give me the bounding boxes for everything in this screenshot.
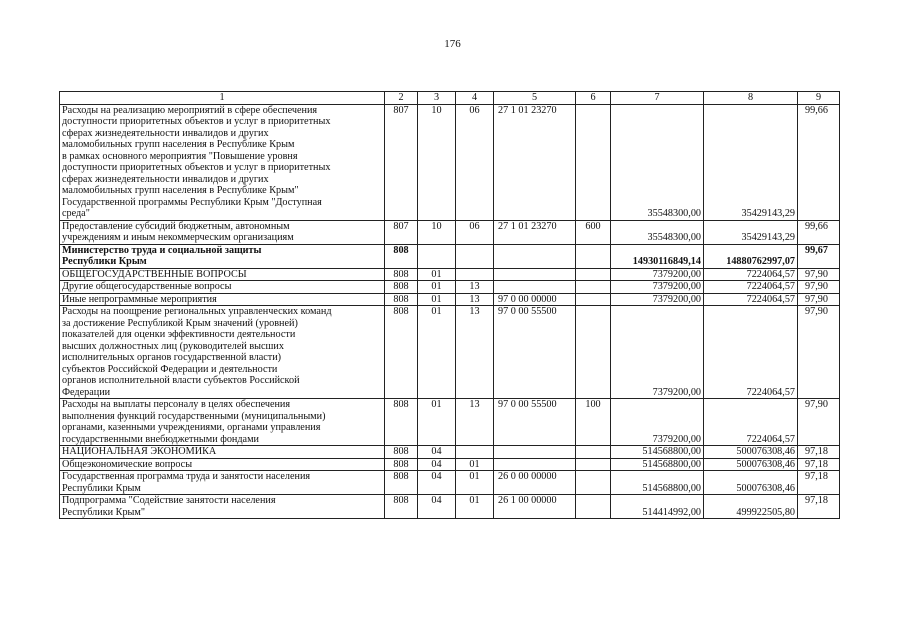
section-code <box>418 244 456 268</box>
target-article-code: 27 1 01 23270 <box>494 104 576 220</box>
execution-percent: 97,90 <box>798 281 840 294</box>
section-code: 01 <box>418 281 456 294</box>
row-name: Другие общегосударственные вопросы <box>60 281 385 294</box>
section-code: 04 <box>418 458 456 471</box>
execution-percent: 97,18 <box>798 495 840 519</box>
table-row <box>60 446 840 459</box>
expense-type-code <box>576 268 611 281</box>
actual-amount: 7224064,57 <box>704 293 798 306</box>
table-body <box>60 92 840 519</box>
subsection-code: 06 <box>456 220 494 244</box>
table-row <box>60 293 840 306</box>
table-row <box>60 244 840 268</box>
column-header: 7 <box>611 92 704 105</box>
ministry-code: 808 <box>385 268 418 281</box>
expense-type-code <box>576 104 611 220</box>
actual-amount: 500076308,46 <box>704 458 798 471</box>
row-name: Министерство труда и социальной защиты Республики Крым <box>60 244 385 268</box>
column-header: 1 <box>60 92 385 105</box>
target-article-code: 97 0 00 55500 <box>494 306 576 399</box>
target-article-code: 26 0 00 00000 <box>494 471 576 495</box>
table-row <box>60 281 840 294</box>
table-row <box>60 104 840 220</box>
ministry-code: 808 <box>385 446 418 459</box>
table-row <box>60 399 840 446</box>
actual-amount: 35429143,29 <box>704 104 798 220</box>
row-name: Иные непрограммные мероприятия <box>60 293 385 306</box>
expense-type-code <box>576 446 611 459</box>
actual-amount: 7224064,57 <box>704 399 798 446</box>
ministry-code: 808 <box>385 458 418 471</box>
expense-type-code <box>576 293 611 306</box>
subsection-code: 13 <box>456 399 494 446</box>
row-name: Общеэкономические вопросы <box>60 458 385 471</box>
ministry-code: 808 <box>385 281 418 294</box>
execution-percent: 97,90 <box>798 268 840 281</box>
actual-amount: 499922505,80 <box>704 495 798 519</box>
actual-amount: 14880762997,07 <box>704 244 798 268</box>
execution-percent: 97,90 <box>798 306 840 399</box>
column-header: 4 <box>456 92 494 105</box>
row-name: ОБЩЕГОСУДАРСТВЕННЫЕ ВОПРОСЫ <box>60 268 385 281</box>
actual-amount: 500076308,46 <box>704 471 798 495</box>
subsection-code <box>456 244 494 268</box>
expense-type-code <box>576 495 611 519</box>
ministry-code: 807 <box>385 104 418 220</box>
planned-amount: 7379200,00 <box>611 268 704 281</box>
table-row <box>60 268 840 281</box>
ministry-code: 808 <box>385 244 418 268</box>
table-header-row <box>60 92 840 105</box>
actual-amount: 7224064,57 <box>704 268 798 281</box>
table-row <box>60 471 840 495</box>
subsection-code: 01 <box>456 471 494 495</box>
expense-type-code <box>576 281 611 294</box>
section-code: 10 <box>418 220 456 244</box>
expense-type-code <box>576 244 611 268</box>
target-article-code <box>494 244 576 268</box>
planned-amount: 7379200,00 <box>611 293 704 306</box>
subsection-code <box>456 268 494 281</box>
target-article-code <box>494 458 576 471</box>
subsection-code: 13 <box>456 293 494 306</box>
row-name: Расходы на реализацию мероприятий в сфере обеспечения доступности приоритетных объектов и услуг в приоритетных сферах жизнедеятельности инвалидов и других маломобильных групп населения в Республике Крым в рамках основного мероприятия "Повышение уровня доступности приоритетных объектов и услуг в приоритетных сферах жизнедеятельности инвалидов и других маломобильных групп населения в Республике Крым" Государственной программы Республики Крым "Доступная среда" <box>60 104 385 220</box>
section-code: 01 <box>418 306 456 399</box>
planned-amount: 35548300,00 <box>611 220 704 244</box>
section-code: 04 <box>418 446 456 459</box>
ministry-code: 807 <box>385 220 418 244</box>
planned-amount: 35548300,00 <box>611 104 704 220</box>
planned-amount: 514568800,00 <box>611 446 704 459</box>
execution-percent: 97,18 <box>798 458 840 471</box>
planned-amount: 514414992,00 <box>611 495 704 519</box>
subsection-code: 01 <box>456 495 494 519</box>
planned-amount: 514568800,00 <box>611 458 704 471</box>
actual-amount: 35429143,29 <box>704 220 798 244</box>
execution-percent: 97,90 <box>798 293 840 306</box>
section-code: 01 <box>418 399 456 446</box>
subsection-code <box>456 446 494 459</box>
column-header: 2 <box>385 92 418 105</box>
row-name: Государственная программа труда и занятости населения Республики Крым <box>60 471 385 495</box>
subsection-code: 13 <box>456 306 494 399</box>
table-row <box>60 306 840 399</box>
budget-table <box>59 91 840 519</box>
execution-percent: 99,66 <box>798 104 840 220</box>
actual-amount: 7224064,57 <box>704 306 798 399</box>
actual-amount: 7224064,57 <box>704 281 798 294</box>
column-header: 8 <box>704 92 798 105</box>
execution-percent: 97,90 <box>798 399 840 446</box>
planned-amount: 14930116849,14 <box>611 244 704 268</box>
actual-amount: 500076308,46 <box>704 446 798 459</box>
planned-amount: 514568800,00 <box>611 471 704 495</box>
planned-amount: 7379200,00 <box>611 306 704 399</box>
column-header: 5 <box>494 92 576 105</box>
ministry-code: 808 <box>385 306 418 399</box>
expense-type-code <box>576 458 611 471</box>
expense-type-code: 100 <box>576 399 611 446</box>
ministry-code: 808 <box>385 399 418 446</box>
execution-percent: 99,67 <box>798 244 840 268</box>
column-header: 3 <box>418 92 456 105</box>
subsection-code: 13 <box>456 281 494 294</box>
section-code: 04 <box>418 495 456 519</box>
target-article-code <box>494 268 576 281</box>
section-code: 04 <box>418 471 456 495</box>
column-header: 6 <box>576 92 611 105</box>
row-name: Расходы на поощрение региональных управленческих команд за достижение Республикой Крым значений (уровней) показателей для оценки эффективности деятельности высших должностных лиц (руководителей высших исполнительных органов государственной власти) субъектов Российской Федерации и деятельности органов исполнительной власти субъектов Российской Федерации <box>60 306 385 399</box>
row-name: Предоставление субсидий бюджетным, автономным учреждениям и иным некоммерческим организациям <box>60 220 385 244</box>
execution-percent: 97,18 <box>798 471 840 495</box>
section-code: 10 <box>418 104 456 220</box>
row-name: Подпрограмма "Содействие занятости населения Республики Крым" <box>60 495 385 519</box>
target-article-code: 97 0 00 00000 <box>494 293 576 306</box>
target-article-code: 97 0 00 55500 <box>494 399 576 446</box>
target-article-code: 27 1 01 23270 <box>494 220 576 244</box>
subsection-code: 06 <box>456 104 494 220</box>
expense-type-code: 600 <box>576 220 611 244</box>
planned-amount: 7379200,00 <box>611 281 704 294</box>
ministry-code: 808 <box>385 471 418 495</box>
expense-type-code <box>576 306 611 399</box>
target-article-code: 26 1 00 00000 <box>494 495 576 519</box>
row-name: Расходы на выплаты персоналу в целях обеспечения выполнения функций государственными (муниципальными) органами, казенными учреждениями, органами управления государственными внебюджетными фондами <box>60 399 385 446</box>
page-number: 176 <box>444 38 461 50</box>
ministry-code: 808 <box>385 293 418 306</box>
planned-amount: 7379200,00 <box>611 399 704 446</box>
expense-type-code <box>576 471 611 495</box>
subsection-code: 01 <box>456 458 494 471</box>
ministry-code: 808 <box>385 495 418 519</box>
execution-percent: 99,66 <box>798 220 840 244</box>
row-name: НАЦИОНАЛЬНАЯ ЭКОНОМИКА <box>60 446 385 459</box>
table-row <box>60 495 840 519</box>
target-article-code <box>494 446 576 459</box>
target-article-code <box>494 281 576 294</box>
table-row <box>60 220 840 244</box>
section-code: 01 <box>418 293 456 306</box>
section-code: 01 <box>418 268 456 281</box>
execution-percent: 97,18 <box>798 446 840 459</box>
table-row <box>60 458 840 471</box>
column-header: 9 <box>798 92 840 105</box>
